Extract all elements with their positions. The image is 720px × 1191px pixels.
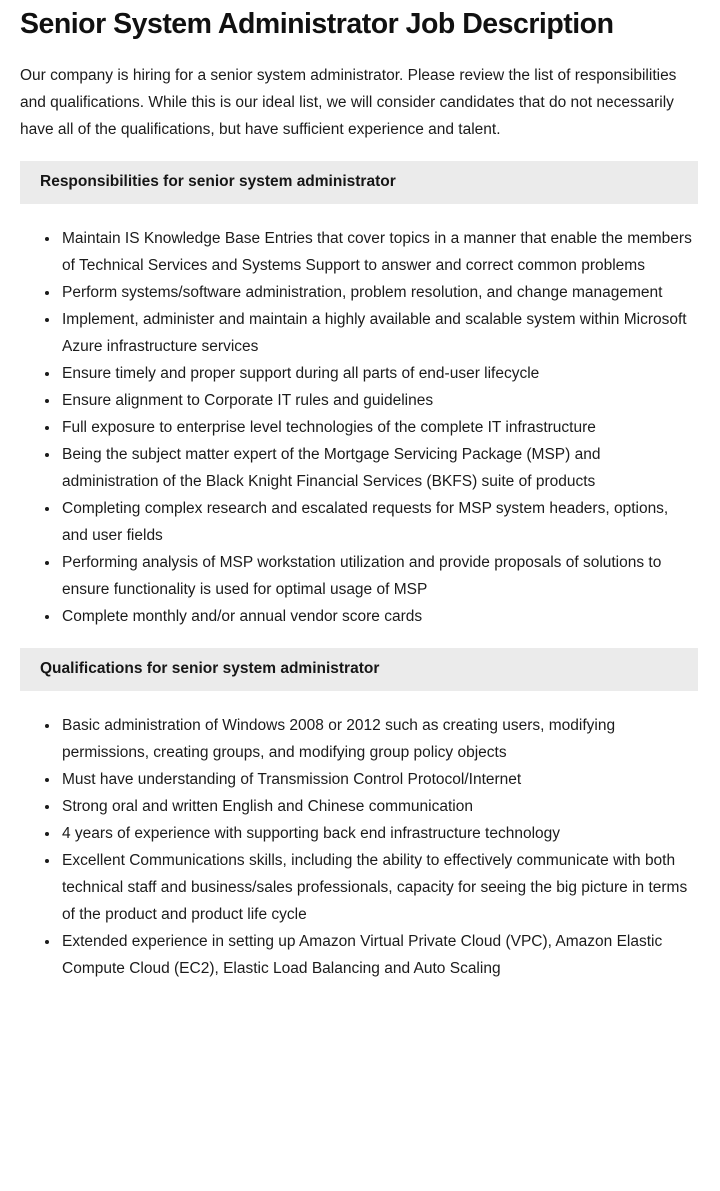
section-heading: Qualifications for senior system administrator [20,648,698,691]
list-item: • Excellent Communications skills, including the ability to effectively communicate with both technical staff and business/sales professionals, capacity for seeing the big picture in terms of the product and product life cycle [60,847,698,928]
job-section [20,648,698,982]
list-item: • Performing analysis of MSP workstation utilization and provide proposals of solutions to ensure functionality is used for optimal usage of MSP [60,549,698,603]
list-item: • Maintain IS Knowledge Base Entries that cover topics in a manner that enable the members of Technical Services and Systems Support to answer and correct common problems [60,225,698,279]
section-heading: Responsibilities for senior system administrator [20,161,698,204]
bullet-list [20,712,698,982]
page-title: Senior System Administrator Job Description [20,8,614,40]
list-item: • Implement, administer and maintain a highly available and scalable system within Microsoft Azure infrastructure services [60,306,698,360]
sections-container [20,161,698,982]
list-item: • Being the subject matter expert of the Mortgage Servicing Package (MSP) and administration of the Black Knight Financial Services (BKFS) suite of products [60,441,698,495]
list-item: • Must have understanding of Transmission Control Protocol/Internet [60,766,698,793]
list-item: • Completing complex research and escalated requests for MSP system headers, options, and user fields [60,495,698,549]
list-item: • 4 years of experience with supporting back end infrastructure technology [60,820,698,847]
list-item: • Perform systems/software administration, problem resolution, and change management [60,279,698,306]
intro-paragraph: Our company is hiring for a senior system administrator. Please review the list of responsibilities and qualifications. While this is our ideal list, we will consider candidates that do not necessarily have all of the qualifications, but have sufficient experience and talent. [20,66,677,138]
job-section [20,161,698,630]
list-item: • Strong oral and written English and Chinese communication [60,793,698,820]
bullet-list [20,225,698,630]
list-item: • Basic administration of Windows 2008 or 2012 such as creating users, modifying permissions, creating groups, and modifying group policy objects [60,712,698,766]
list-item: • Ensure timely and proper support during all parts of end-user lifecycle [60,360,698,387]
list-item: • Ensure alignment to Corporate IT rules and guidelines [60,387,698,414]
list-item: • Full exposure to enterprise level technologies of the complete IT infrastructure [60,414,698,441]
list-item: • Complete monthly and/or annual vendor score cards [60,603,698,630]
list-item: • Extended experience in setting up Amazon Virtual Private Cloud (VPC), Amazon Elastic Compute Cloud (EC2), Elastic Load Balancing and Auto Scaling [60,928,698,982]
